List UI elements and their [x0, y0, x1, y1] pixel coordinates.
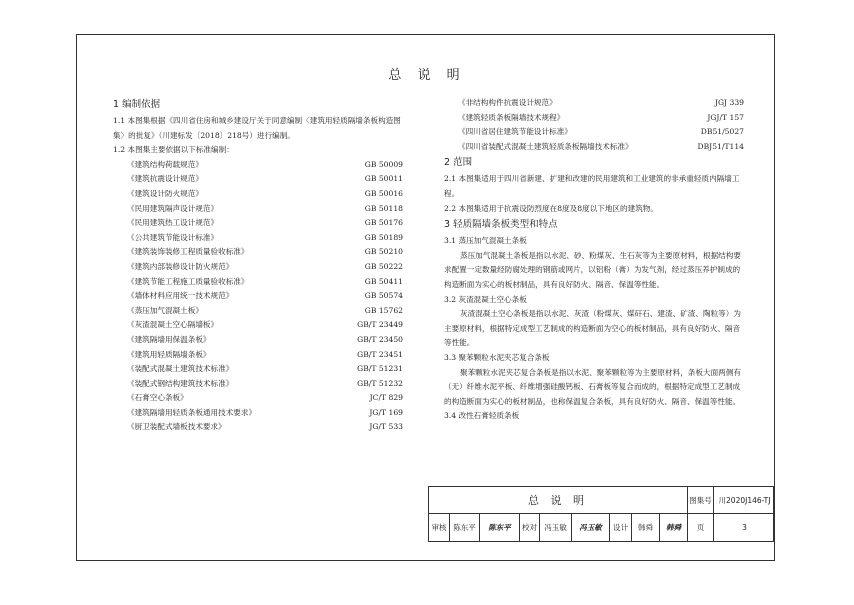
standard-code: GB 50176 [364, 218, 403, 228]
clause-1-2: 1.2 本图集主要依据以下标准编制： [113, 145, 234, 155]
standard-name: 《建筑设计防火规范》 [127, 188, 203, 198]
standard-name: 《厨卫装配式墙板技术要求》 [127, 422, 226, 432]
design-label: 设计 [609, 514, 631, 541]
standard-name: 《建筑节能工程施工质量验收标准》 [127, 276, 249, 286]
standard-name: 《石膏空心条板》 [127, 393, 188, 403]
standard-code: GB/T 23451 [357, 349, 403, 359]
standard-name: 《建筑结构荷载规范》 [127, 159, 203, 169]
atlas-label: 图集号 [687, 487, 713, 513]
clause-3-2: 3.2 灰渣混凝土空心条板 [444, 294, 527, 304]
standard-row [113, 260, 403, 275]
standard-row [113, 420, 403, 435]
standard-code: JGJ 339 [714, 98, 744, 107]
standard-code: GB/T 23450 [357, 334, 403, 344]
standard-row [113, 362, 403, 377]
reviewer-signature: 陈东平 [479, 514, 519, 541]
standard-code: GB/T 51232 [357, 378, 403, 388]
clause-2-2: 2.2 本图集适用于抗震设防烈度在8度及8度以下地区的建筑物。 [444, 203, 658, 213]
standard-row [113, 216, 403, 231]
clause-3-4: 3.4 改性石膏轻质条板 [444, 411, 520, 421]
standard-name: 《四川省居住建筑节能设计标准》 [458, 127, 572, 137]
standard-code: GB 50016 [364, 188, 403, 198]
standard-code: GB 50011 [364, 174, 403, 184]
standard-row [113, 202, 403, 217]
clause-3-3-text: 聚苯颗粒水泥夹芯复合条板是指以水泥、聚苯颗粒等为主要原材料，条板大面两侧有（无）纤维水泥平板、纤维增强硅酸钙板、石膏板等复合而成的，根据特定成型工艺制成的构造断面为实心的板材制品，也称保温复合条板，具有良好防火、隔音、保温等性能。 [444, 367, 741, 406]
standard-row [444, 96, 744, 111]
standard-code: GB 50210 [364, 247, 403, 257]
right-column [444, 96, 744, 424]
standard-code: DB51/5027 [700, 127, 744, 137]
standard-name: 《蒸压加气混凝土板》 [127, 305, 203, 315]
standard-row [113, 333, 403, 348]
standard-code: GB 50009 [364, 159, 403, 169]
standards-list-left [113, 158, 403, 435]
standard-row [113, 245, 403, 260]
standard-code: JG/T 533 [369, 422, 403, 432]
standard-code: GB/T 23449 [357, 320, 403, 330]
standard-row [113, 275, 403, 290]
standard-name: 《公共建筑节能设计标准》 [127, 232, 219, 242]
review-label: 审核 [431, 523, 447, 532]
clause-3-3: 3.3 聚苯颗粒水泥夹芯复合条板 [444, 352, 550, 362]
standard-row [113, 231, 403, 246]
standard-code: JGJ/T 157 [707, 112, 744, 122]
section-3-heading: 3 轻质隔墙条板类型和特点 [444, 219, 558, 231]
standard-row [113, 187, 403, 202]
standard-code: JC/T 829 [369, 393, 403, 403]
standard-row [113, 391, 403, 406]
standards-list-right [444, 96, 744, 154]
title-block [428, 486, 774, 542]
clause-1-1: 1.1 本图集根据《四川省住房和城乡建设厅关于同意编制〈建筑用轻质隔墙条板构造图集〉的批复》（川建标发〔2018〕218号）进行编制。 [113, 116, 401, 140]
checker-signature: 冯玉敏 [571, 514, 609, 541]
standard-name: 《建筑用轻质隔墙条板》 [127, 349, 211, 359]
designer-signature: 韩舜 [659, 514, 687, 541]
standard-row [444, 125, 744, 140]
title-block-bottom [428, 514, 774, 542]
standard-name: 《建筑隔墙用轻质条板通用技术要求》 [127, 407, 257, 417]
standard-code: GB 50574 [364, 291, 403, 301]
page-label: 页 [687, 514, 713, 541]
standard-name: 《建筑隔墙用保温条板》 [127, 334, 211, 344]
standard-name: 《建筑轻质条板隔墙技术规程》 [458, 112, 565, 122]
standard-row [113, 377, 403, 392]
standard-code: GB 50189 [364, 232, 403, 242]
standard-row [113, 406, 403, 421]
designer-name: 韩舜 [631, 514, 659, 541]
clause-3-2-text: 灰渣混凝土空心条板是指以水泥、灰渣（粉煤灰、煤矸石、建渣、矿渣、陶粒等）为主要原材料，根据特定成型工艺制成的构造断面为空心的板材制品，具有良好防火、隔音等性能。 [444, 309, 741, 348]
reviewer-name: 陈东平 [449, 514, 479, 541]
section-2-heading: 2 范围 [444, 157, 473, 169]
standard-name: 《建筑装饰装修工程质量验收标准》 [127, 247, 249, 257]
standard-name: 《建筑抗震设计规范》 [127, 174, 203, 184]
standard-name: 《非结构构件抗震设计规范》 [458, 98, 557, 107]
standard-name: 《民用建筑热工设计规范》 [127, 218, 219, 228]
standard-code: GB 50118 [364, 203, 403, 213]
standard-name: 《墙体材料应用统一技术规范》 [127, 291, 234, 301]
standard-row [113, 318, 403, 333]
section-1-heading: 1 编制依据 [113, 99, 161, 110]
standard-name: 《四川省装配式混凝土建筑轻质条板隔墙技术标准》 [458, 141, 633, 151]
standard-code: GB 15762 [364, 305, 403, 315]
clause-3-1: 3.1 蒸压加气混凝土条板 [444, 236, 527, 246]
standard-code: GB/T 51231 [357, 364, 403, 374]
clause-2-1: 2.1 本图集适用于四川省新建、扩建和改建的民用建筑和工业建筑的非承重轻质内隔墙工程。 [444, 174, 740, 198]
standard-row [113, 348, 403, 363]
standard-name: 《建筑内部装修设计防火规范》 [127, 261, 234, 271]
standard-name: 《灰渣混凝土空心隔墙板》 [127, 320, 219, 330]
standard-name: 《民用建筑隔声设计规范》 [127, 203, 219, 213]
title-block-top [428, 486, 774, 514]
standard-row [444, 111, 744, 126]
standard-name: 《装配式混凝土建筑技术标准》 [127, 364, 234, 374]
standard-row [113, 289, 403, 304]
standard-row [444, 140, 744, 155]
title-block-name: 总 说 明 [528, 494, 588, 507]
page-number: 3 [713, 514, 775, 541]
standard-code: GB 50222 [364, 261, 403, 271]
standard-row [113, 172, 403, 187]
check-label: 校对 [519, 514, 539, 541]
standard-name: 《装配式钢结构建筑技术标准》 [127, 378, 234, 388]
page-title: 总 说 明 [388, 68, 466, 83]
clause-3-1-text: 蒸压加气混凝土条板是指以水泥、砂、粉煤灰、生石灰等为主要原材料，根据结构要求配置一定数量经防腐处理的钢筋或网片，以铝粉（膏）为发气剂，经过蒸压养护制成的构造断面为实心的板材制品，具有良好防火、隔音、保温等性能。 [444, 250, 741, 289]
left-column [113, 96, 403, 435]
standard-row [113, 304, 403, 319]
checker-name: 冯玉敏 [539, 514, 571, 541]
standard-code: DBJ51/T114 [697, 141, 744, 151]
standard-code: GB 50411 [364, 276, 403, 286]
standard-row [113, 158, 403, 173]
standard-code: JG/T 169 [369, 407, 403, 417]
atlas-number: 川2020J146-TJ [713, 487, 775, 513]
